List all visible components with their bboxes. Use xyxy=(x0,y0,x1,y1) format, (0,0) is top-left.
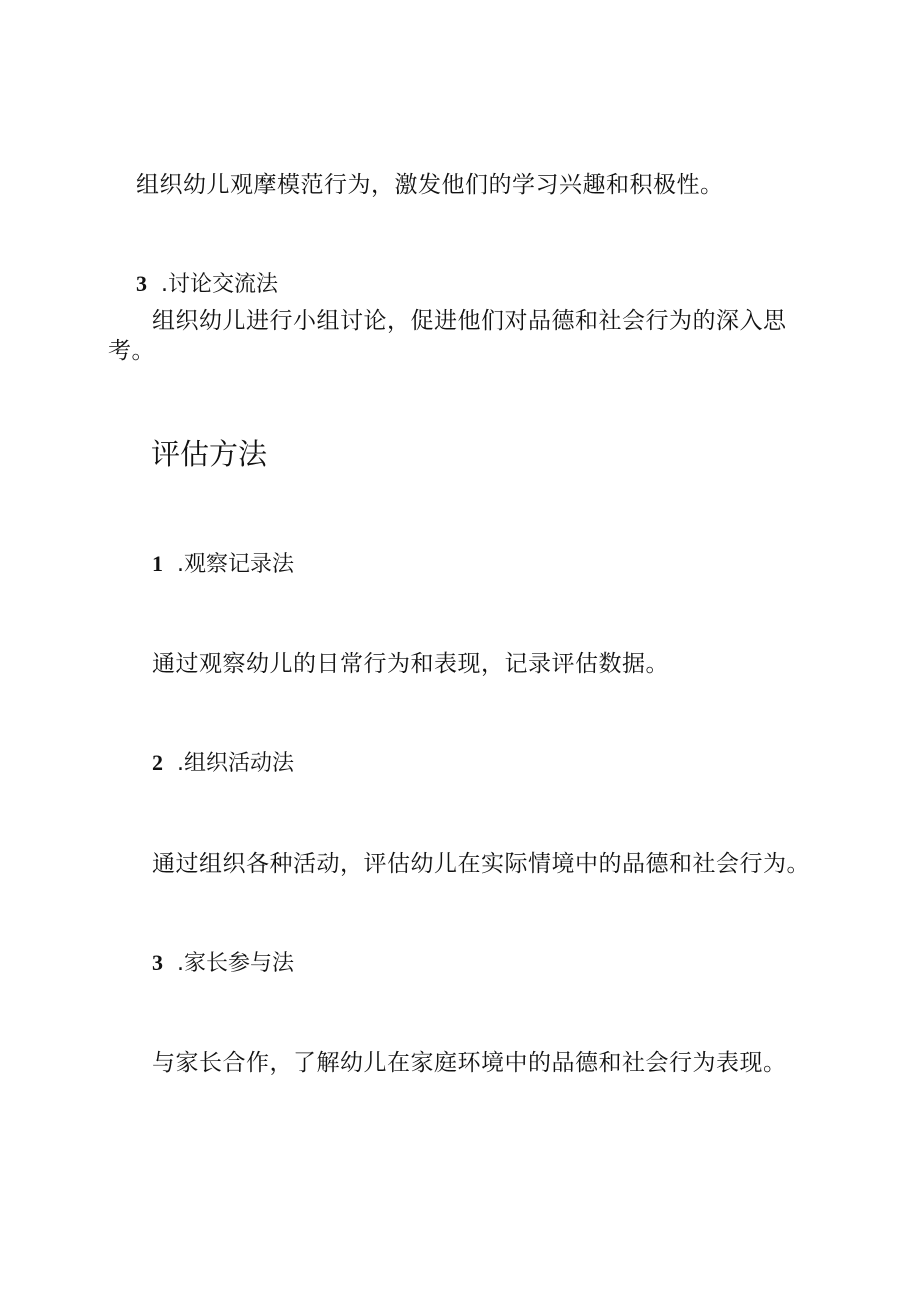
method-3-desc-line1: 组织幼儿进行小组讨论，促进他们对品德和社会行为的深入思 xyxy=(152,308,787,334)
method-3-number: 3 xyxy=(136,271,147,296)
assessment-item-3-desc: 与家长合作，了解幼儿在家庭环境中的品德和社会行为表现。 xyxy=(152,1050,787,1076)
assessment-item-1-title: .观察记录法 xyxy=(177,552,294,577)
assessment-item-2-title: .组织活动法 xyxy=(177,751,294,776)
section-heading-assessment: 评估方法 xyxy=(151,437,268,471)
method-3-title: .讨论交流法 xyxy=(161,272,278,297)
paragraph-observe-model: 组织幼儿观摩模范行为，激发他们的学习兴趣和积极性。 xyxy=(136,172,724,198)
assessment-item-3-title: .家长参与法 xyxy=(177,951,294,976)
method-3-heading xyxy=(136,267,278,298)
method-3-desc-line2: 考。 xyxy=(108,338,155,364)
assessment-item-1-heading xyxy=(152,547,294,578)
assessment-item-2-number: 2 xyxy=(152,750,163,775)
assessment-item-3-number: 3 xyxy=(152,950,163,975)
assessment-item-3-heading xyxy=(152,946,294,977)
assessment-item-2-heading xyxy=(152,746,294,777)
assessment-item-1-desc: 通过观察幼儿的日常行为和表现，记录评估数据。 xyxy=(152,651,669,677)
assessment-item-2-desc: 通过组织各种活动，评估幼儿在实际情境中的品德和社会行为。 xyxy=(152,851,810,877)
assessment-item-1-number: 1 xyxy=(152,551,163,576)
